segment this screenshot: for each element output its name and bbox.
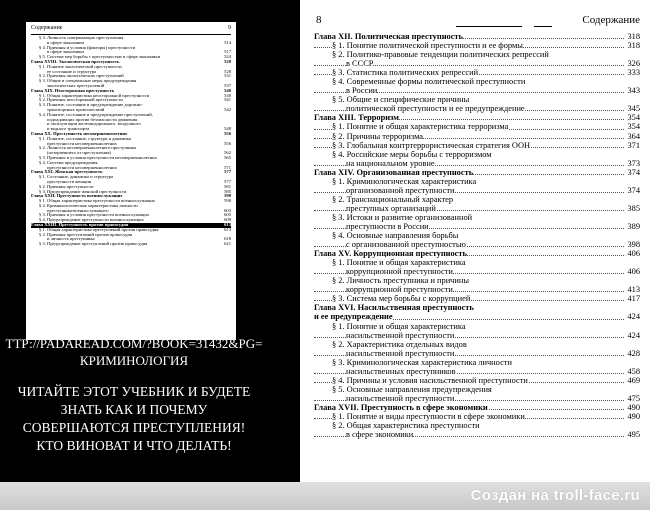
toc-section xyxy=(314,276,640,285)
toc-entry-text: коррупционной преступности xyxy=(346,267,453,277)
toc-entry-text: насильственной преступности xyxy=(346,330,455,340)
toc-entry-text: в СССР xyxy=(346,59,374,69)
toc-entry-page: 517 xyxy=(224,49,231,55)
toc-entry-text: § 2. Причины экологических преступлений xyxy=(39,73,124,79)
toc-entry-text: преступности несовершеннолетних xyxy=(47,140,117,146)
toc-entry-text: и водного транспорта xyxy=(47,126,90,132)
toc-entry-text: коррупционной преступности xyxy=(346,285,453,295)
toc-entry-page: 417 xyxy=(627,294,640,304)
toc-section xyxy=(314,50,640,59)
toc-entry-text: § 3. Предупреждение женской преступности xyxy=(39,188,127,194)
toc-entry-page: 524 xyxy=(224,54,231,60)
toc-entry-text: Глава XVI. Насильственная преступность xyxy=(314,303,474,313)
toc-entry-text: § 1. Понятие и общая характеристика xyxy=(332,258,466,268)
toc-entry-page: 373 xyxy=(627,158,640,168)
toc-entry-text: политической преступности и ее предупреждение xyxy=(346,104,525,114)
toc-entry-page: 469 xyxy=(627,375,640,385)
toc-entry-text: Глава XVII. Преступность в сфере экономики xyxy=(314,402,488,412)
toc-entry-text: подпадающих против безопасности движения xyxy=(47,116,138,122)
toc-entry-text: § 1. Общая характеристика преступности военнослужащих xyxy=(39,198,156,204)
right-toc xyxy=(314,32,640,439)
toc-entry-text: в сфере экономики xyxy=(47,39,84,45)
toc-entry-text: § 2. Личность преступника и причины xyxy=(332,276,469,286)
toc-entry-page: 577 xyxy=(224,178,231,184)
toc-entry-text: § 3. Понятие, состояние и предупреждение дорожно- xyxy=(39,102,143,108)
toc-section xyxy=(314,376,640,385)
header-rule xyxy=(534,26,552,27)
toc-entry-text: § 2. Общая характеристика преступности xyxy=(332,421,480,431)
toc-section xyxy=(314,349,640,358)
toc-entry-text: преступных организаций xyxy=(346,203,436,213)
site-watermark[interactable]: Создан на troll-face.ru xyxy=(470,487,640,504)
toc-entry-text: § 5. Система мер борьбы с преступностью в сфере экономики xyxy=(39,54,161,60)
toc-entry-text: § 4. Основные направления борьбы xyxy=(332,231,459,241)
toc-entry-text: § 1. Состояние, динамика и структура xyxy=(39,174,114,180)
toc-section xyxy=(314,77,640,86)
toc-entry-page: 613 xyxy=(224,226,231,232)
toc-entry-page: 556 xyxy=(224,140,231,146)
toc-entry-page: 389 xyxy=(627,221,640,231)
toc-entry-text: транспортных происшествий xyxy=(47,106,105,112)
toc-entry-text: организованной преступности xyxy=(346,185,455,195)
toc-section xyxy=(314,258,640,267)
toc-entry-page: 354 xyxy=(627,122,640,132)
toc-entry-page: 326 xyxy=(627,59,640,69)
toc-entry-text: преступности в России xyxy=(346,221,429,231)
toc-entry-page: 540 xyxy=(224,87,231,93)
left-page-number: 9 xyxy=(228,25,231,31)
toc-chapter xyxy=(314,403,640,412)
toc-entry-text: § 5. Основные направления предупреждения xyxy=(332,384,492,394)
toc-section xyxy=(314,385,640,394)
toc-section xyxy=(314,240,640,249)
toc-section xyxy=(314,358,640,367)
toc-entry-text: § 3. Причины и условия преступности несовершеннолетних xyxy=(39,154,157,160)
toc-entry-text: в России xyxy=(346,86,378,96)
toc-entry-text: насильственной преступности xyxy=(346,348,455,358)
toc-entry-page: 565 xyxy=(224,154,231,160)
toc-entry-text: § 1. Общая характеристика неосторожной преступности xyxy=(39,92,150,98)
toc-section xyxy=(314,95,640,104)
toc-entry-page: 621 xyxy=(224,241,231,247)
toc-section xyxy=(314,322,640,331)
toc-entry-page: 385 xyxy=(627,203,640,213)
toc-entry-page: 490 xyxy=(627,402,640,412)
toc-entry-text: § 2. Политико-правовые тенденции политических репрессий xyxy=(332,50,549,60)
toc-entry-text: § 1. Понятие политической преступности и ее формы xyxy=(332,41,523,51)
book-page-right xyxy=(300,0,650,482)
toc-entry-text: § 4. Причины и условия (факторы) преступности xyxy=(39,44,136,50)
toc-section xyxy=(314,430,640,439)
left-page-header xyxy=(31,25,231,35)
toc-entry-page: 540 xyxy=(224,92,231,98)
toc-chapter xyxy=(314,249,640,258)
toc-section xyxy=(314,204,640,213)
toc-entry-text: § 1. Понятие экологической преступности, xyxy=(39,63,123,69)
toc-entry-text: преступности женщин xyxy=(47,178,92,184)
toc-entry-text: § 1. Понятие и общая характеристика xyxy=(332,321,466,331)
toc-entry-text: насильственных преступников xyxy=(346,366,456,376)
toc-entry-page: 343 xyxy=(627,86,640,96)
toc-entry-page: 548 xyxy=(224,126,231,132)
toc-entry-text: § 3. Предупреждение преступлений против правосудия xyxy=(39,241,148,247)
toc-entry-text: и ее предупреждение xyxy=(314,312,393,322)
toc-entry-text: § 3. Истоки и развитие организованной xyxy=(332,212,473,222)
toc-section xyxy=(314,294,640,303)
toc-entry-page: 590 xyxy=(224,193,231,199)
toc-entry-text: § 4. Система предупреждения xyxy=(39,159,98,165)
toc-entry-page: 605 xyxy=(224,212,231,218)
toc-chapter xyxy=(314,32,640,41)
toc-entry-page: 345 xyxy=(627,104,640,114)
toc-entry-page: 458 xyxy=(627,366,640,376)
toc-entry-text: § 3. Общие и специальные меры предупреждения xyxy=(39,78,137,84)
toc-entry-text: Глава XIX. Неосторожная преступность xyxy=(31,87,115,93)
toc-entry-page: 354 xyxy=(627,113,640,123)
toc-section xyxy=(314,141,640,150)
toc-section xyxy=(314,394,640,403)
toc-entry-text: § 1. Понятие, состояние, структура и динамика xyxy=(39,135,132,141)
toc-entry-page: 374 xyxy=(627,167,640,177)
toc-section xyxy=(314,331,640,340)
toc-entry-text: § 3. Личность совершающих преступления xyxy=(39,35,124,40)
toc-section xyxy=(314,122,640,131)
toc-entry-text: Глава XXIII. Преступность против правосудия xyxy=(31,222,129,228)
footer-bar xyxy=(0,482,650,510)
toc-section xyxy=(314,68,640,77)
toc-section xyxy=(314,186,640,195)
toc-section xyxy=(314,59,640,68)
toc-entry-text: Глава XIV. Организованная преступность xyxy=(314,167,474,177)
toc-entry-text: § 3. Глобальная контртеррористическая стратегия ООН xyxy=(332,140,531,150)
toc-section xyxy=(314,222,640,231)
right-page-title: Содержание xyxy=(582,14,640,26)
toc-entry-page: 528 xyxy=(224,58,231,64)
toc-entry-text: § 2. Причины неосторожной преступности xyxy=(39,97,123,103)
toc-section xyxy=(314,285,640,294)
toc-entry-text: Глава XX. Преступность несовершеннолетних xyxy=(31,130,128,136)
toc-entry-page: 585 xyxy=(224,188,231,194)
toc-entry-text: в сфере экономики xyxy=(346,430,414,440)
toc-entry-page: 581 xyxy=(224,183,231,189)
toc-section xyxy=(314,41,640,50)
toc-entry-page: 541 xyxy=(224,97,231,103)
right-page-number: 8 xyxy=(316,14,322,26)
toc-entry-text: § 4. Причины и условия насильственной преступности xyxy=(332,375,528,385)
left-page-title: Содержание xyxy=(31,25,63,31)
toc-entry-text: § 5. Общие и специфические причины xyxy=(332,95,470,105)
toc-entry-text: Глава XXI. Женская преступность xyxy=(31,169,103,175)
toc-entry-text: § 3. Причины и условия преступности военнослужащих xyxy=(39,212,150,218)
toc-entry-page: 371 xyxy=(627,140,640,150)
toc-entry-text: Глава XII. Политическая преступность xyxy=(314,32,463,41)
toc-entry-page: 618 xyxy=(224,236,231,242)
toc-entry-text: § 4. Российские меры борьбы с терроризмом xyxy=(332,149,492,159)
toc-entry-text: в сфере экономики xyxy=(47,49,84,55)
toc-entry-text: § 1. Криминологическая характеристика xyxy=(332,176,477,186)
toc-section xyxy=(314,177,640,186)
toc-chapter xyxy=(314,113,640,122)
toc-entry-page: 333 xyxy=(627,68,640,78)
toc-entry-text: § 2. Личность несовершеннолетнего преступника xyxy=(39,145,137,151)
toc-entry-page: 577 xyxy=(224,169,231,175)
toc-entry-page: 562 xyxy=(224,150,231,156)
promo-message: ЧИТАЙТЕ ЭТОТ УЧЕБНИК И БУДЕТЕ ЗНАТЬ КАК И ПОЧЕМУ СОВЕРШАЮТСЯ ПРЕСТУПЛЕНИЯ! КТО ВИНОВАТ И ЧТО ДЕЛАТЬ! xyxy=(17,384,251,453)
left-toc xyxy=(31,36,231,247)
toc-section xyxy=(314,421,640,430)
toc-entry-text: и эксплуатации железнодорожного, воздушного xyxy=(47,121,141,127)
toc-entry-text: Глава XV. Коррупционная преступность xyxy=(314,249,467,259)
toc-entry-text: насильственной преступности xyxy=(346,393,455,403)
toc-entry-page: 406 xyxy=(627,249,640,259)
toc-entry-page: 603 xyxy=(224,207,231,213)
toc-entry-page: 531 xyxy=(224,73,231,79)
header-rule xyxy=(456,26,522,27)
toc-section xyxy=(314,367,640,376)
toc-entry-text: с организованной преступностью xyxy=(346,240,466,250)
toc-entry-text: Глава XVIII. Экологическая преступность xyxy=(31,58,120,64)
toc-section xyxy=(314,267,640,276)
toc-entry-text: на национальном уровне xyxy=(346,158,435,168)
toc-entry-text: § 1. Общая характеристика преступлений против правосудия xyxy=(39,226,159,232)
toc-entry-page: 398 xyxy=(627,240,640,250)
toc-entry-page: 364 xyxy=(627,131,640,141)
toc-entry-page: 424 xyxy=(627,330,640,340)
toc-entry-text: и личность преступника xyxy=(47,236,95,242)
toc-entry-text: § 3. Статистика политических репрессий xyxy=(332,68,479,78)
toc-entry-text: ее состояние и структура xyxy=(47,68,97,74)
toc-entry-page: 318 xyxy=(627,41,640,51)
toc-entry-text: § 4. Понятие, состояние и предупреждение преступлений, xyxy=(39,111,153,117)
toc-entry-text: (потерпевшего от преступления) xyxy=(47,150,111,156)
toc-entry-page: 413 xyxy=(627,285,640,295)
toc-entry-page: 590 xyxy=(224,198,231,204)
toc-entry-page: 490 xyxy=(627,411,640,421)
toc-entry-text: экологических преступлений xyxy=(47,82,105,88)
toc-entry-page: 542 xyxy=(224,106,231,112)
toc-chapter xyxy=(314,312,640,321)
toc-entry-page: 613 xyxy=(224,222,231,228)
book-url[interactable]: ТТР://PADAREAD.COM/?BOOK=31432&PG= xyxy=(5,337,263,351)
toc-section xyxy=(314,340,640,349)
toc-entry-text: преступника-военнослужащего xyxy=(47,207,109,213)
toc-section xyxy=(314,104,640,113)
toc-entry-page: 475 xyxy=(627,393,640,403)
toc-chapter xyxy=(314,303,640,312)
book-page-left xyxy=(26,22,236,340)
toc-section xyxy=(314,231,640,240)
toc-entry-page: 406 xyxy=(627,267,640,277)
toc-entry-text: § 1. Понятие и общая характеристика терроризма xyxy=(332,122,509,132)
toc-section xyxy=(314,132,640,141)
toc-entry-page: 609 xyxy=(224,217,231,223)
toc-entry-page: 556 xyxy=(224,130,231,136)
toc-entry-text: Глава XIII. Терроризм xyxy=(314,113,400,123)
left-panel xyxy=(0,0,268,482)
toc-entry-text: § 2. Причины терроризма xyxy=(332,131,424,141)
toc-entry-text: Глава XXII. Преступность военнослужащих xyxy=(31,193,123,199)
toc-entry-text: § 4. Современные формы политической преступности xyxy=(332,77,526,87)
toc-section xyxy=(314,412,640,421)
right-page-header xyxy=(316,12,640,30)
toc-entry-text: § 2. Транснациональный характер xyxy=(332,194,454,204)
toc-chapter xyxy=(314,168,640,177)
toc-entry-text: § 2. Характеристика отдельных видов xyxy=(332,339,467,349)
toc-section xyxy=(314,86,640,95)
toc-entry-page: 537 xyxy=(224,82,231,88)
toc-entry-page: 528 xyxy=(224,68,231,74)
toc-entry-text: § 3. Система мер борьбы с коррупцией xyxy=(332,294,471,304)
toc-entry-page: 428 xyxy=(627,348,640,358)
book-subject: КРИМИНОЛОГИЯ xyxy=(79,353,189,368)
toc-entry-page: 514 xyxy=(224,39,231,45)
toc-entry-text: § 2. Причины преступности xyxy=(39,183,94,189)
toc-entry-text: преступности несовершеннолетних xyxy=(47,164,117,170)
toc-entry-page: 374 xyxy=(627,185,640,195)
toc-section xyxy=(314,159,640,168)
toc-entry-page: 571 xyxy=(224,164,231,170)
toc-entry-text: § 2. Причины преступлений против правосудия xyxy=(39,231,133,237)
toc-entry-page: 318 xyxy=(627,32,640,41)
toc-entry-text: § 3. Криминологическая характеристика личности xyxy=(332,357,512,367)
toc-entry-page: 495 xyxy=(627,430,640,440)
toc-entry-text: § 1. Понятие и виды преступности в сфере экономики xyxy=(332,411,525,421)
toc-entry-page: 424 xyxy=(627,312,640,322)
toc-section xyxy=(314,195,640,204)
toc-entry-text: § 4. Предупреждение преступности военнослужащих xyxy=(39,217,144,223)
toc-section xyxy=(314,213,640,222)
toc-entry-text: § 2. Криминологическая характеристика личности xyxy=(39,202,138,208)
toc-section xyxy=(314,150,640,159)
toc-entry xyxy=(31,242,231,247)
